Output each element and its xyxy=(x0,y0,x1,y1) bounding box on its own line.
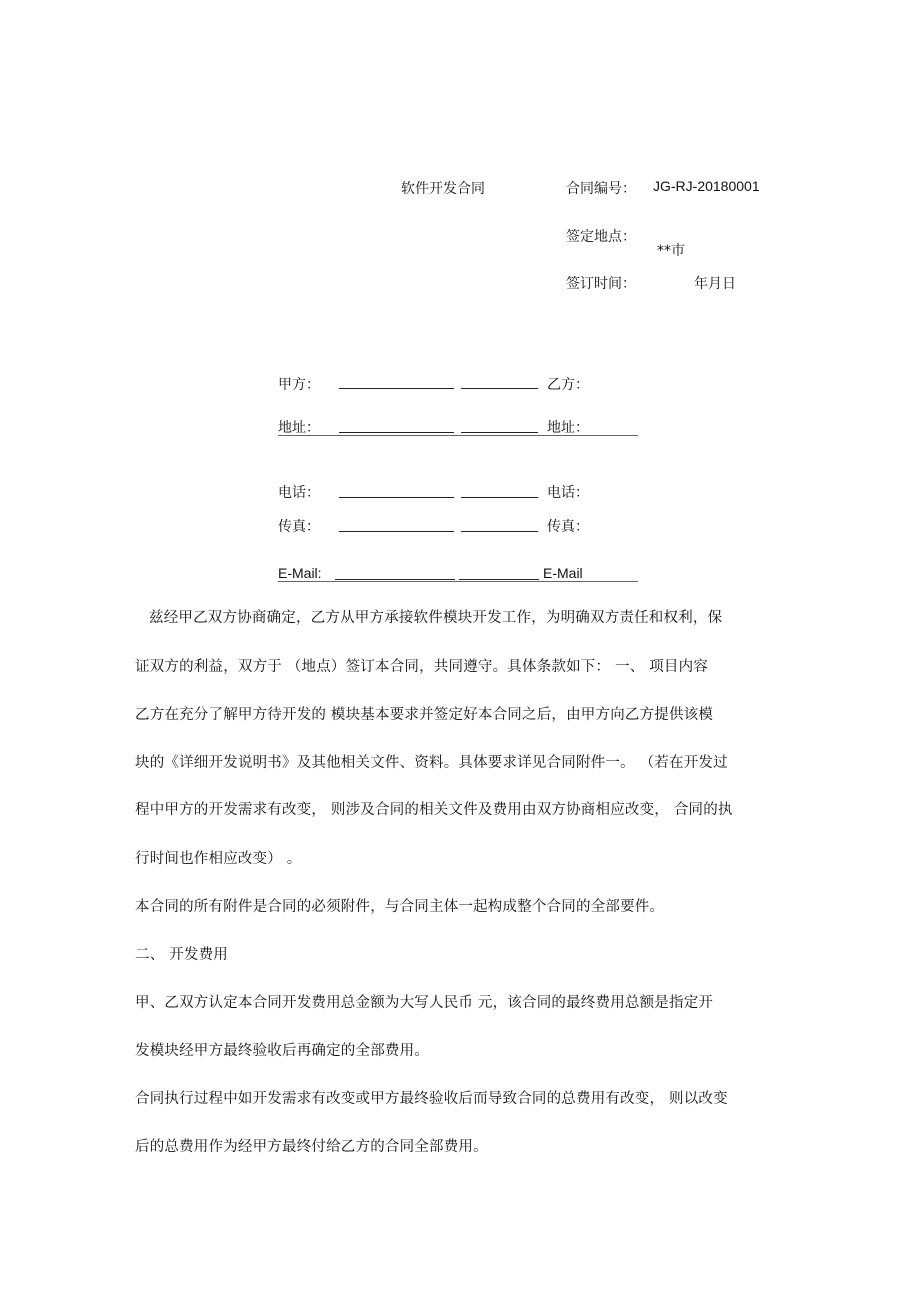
body-line-9: 甲、乙双方认定本合同开发费用总金额为大写人民币 元，该合同的最终费用总额是指定开 xyxy=(135,995,714,1011)
phone-a-blank xyxy=(339,497,454,498)
sign-time-label: 签订时间： xyxy=(566,276,636,292)
address-a-blank xyxy=(339,432,454,433)
address-a-label: 地址： xyxy=(278,420,320,436)
body-line-12: 后的总费用作为经甲方最终付给乙方的合同全部费用。 xyxy=(135,1139,488,1155)
body-line-7: 本合同的所有附件是合同的必须附件，与合同主体一起构成整个合同的全部要件。 xyxy=(135,899,665,915)
phone-b-label: 电话： xyxy=(547,485,589,501)
sign-place-value: **市 xyxy=(657,243,685,259)
body-line-5: 程中甲方的开发需求有改变， 则涉及合同的相关文件及费用由双方协商相应改变， 合同的执 xyxy=(135,802,733,818)
body-line-10: 发模块经甲方最终验收后再确定的全部费用。 xyxy=(135,1043,429,1059)
body-line-4: 块的《详细开发说明书》及其他相关文件、资料。具体要求详见合同附件一。 （若在开发过 xyxy=(135,755,728,771)
body-line-6: 行时间也作相应改变） 。 xyxy=(135,851,302,867)
party-b-blank-left xyxy=(461,388,538,389)
phone-mid-blank xyxy=(461,497,538,498)
address-b-label: 地址： xyxy=(547,420,589,436)
fax-mid-blank xyxy=(461,531,538,532)
fax-b-label: 传真： xyxy=(547,519,589,535)
email-mid-blank xyxy=(459,579,539,580)
phone-a-label: 电话： xyxy=(278,485,320,501)
section-heading-fees: 二、 开发费用 xyxy=(135,947,229,963)
email-b-label: E-Mail xyxy=(543,565,583,581)
body-line-1: 兹经甲乙双方协商确定，乙方从甲方承接软件模块开发工作，为明确双方责任和权利，保 xyxy=(149,610,723,626)
party-a-blank xyxy=(339,388,454,389)
address-rule xyxy=(278,435,638,436)
sign-time-value: 年月日 xyxy=(694,276,736,292)
email-a-blank xyxy=(335,579,455,580)
sign-place-label: 签定地点： xyxy=(566,229,636,245)
contract-no-label: 合同编号： xyxy=(566,181,636,197)
fax-a-blank xyxy=(339,531,454,532)
body-line-2: 证双方的利益，双方于 （地点）签订本合同，共同遵守。具体条款如下： 一、 项目内容 xyxy=(135,659,709,675)
body-line-11: 合同执行过程中如开发需求有改变或甲方最终验收后而导致合同的总费用有改变， 则以改变 xyxy=(135,1091,728,1107)
address-mid-blank xyxy=(461,432,538,433)
email-a-label: E-Mail: xyxy=(278,565,322,581)
contract-no-value: JG-RJ-20180001 xyxy=(653,178,760,194)
email-rule xyxy=(278,581,638,582)
party-a-label: 甲方： xyxy=(278,377,320,393)
party-b-label: 乙方： xyxy=(547,377,589,393)
contract-title: 软件开发合同 xyxy=(401,181,485,197)
fax-a-label: 传真： xyxy=(278,519,320,535)
body-line-3: 乙方在充分了解甲方待开发的 模块基本要求并签定好本合同之后，由甲方向乙方提供该模 xyxy=(135,707,714,723)
